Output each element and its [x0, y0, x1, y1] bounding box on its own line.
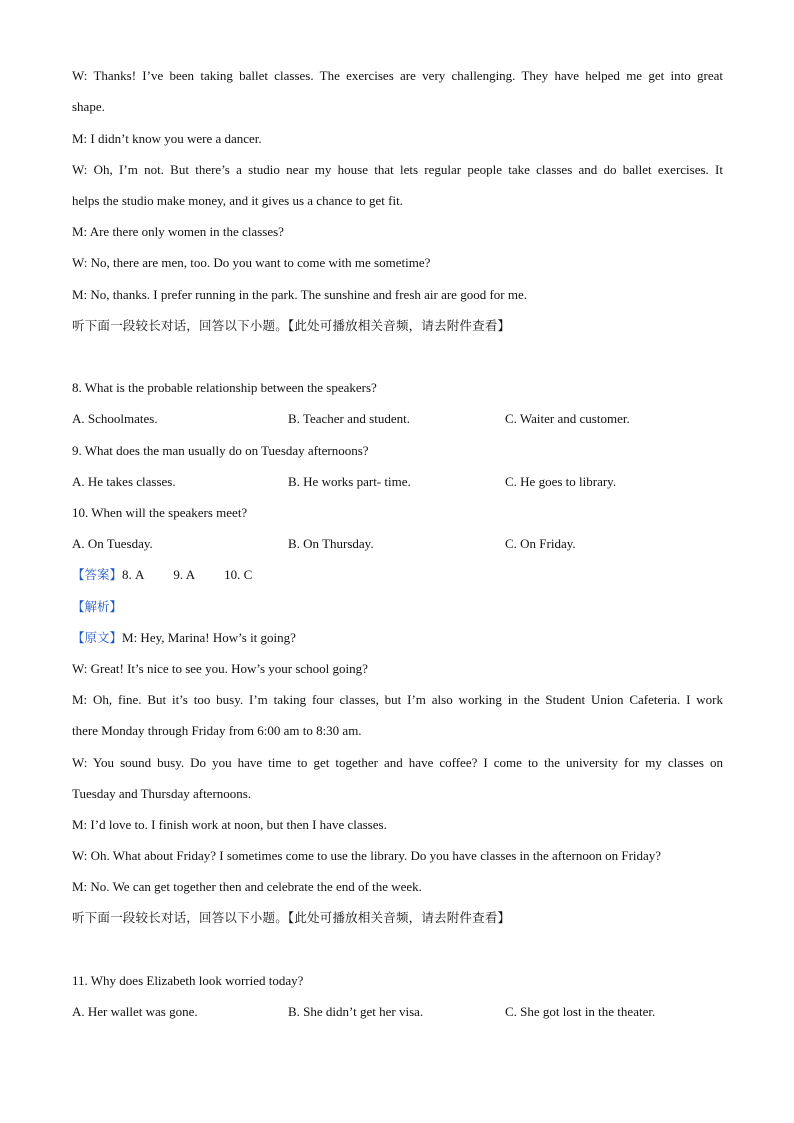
answer-label: 【答案】 — [72, 567, 123, 582]
answer-10: 10. C — [224, 567, 253, 582]
dialogue-line: W: Oh, I’m not. But there’s a studio near my house that lets regular people take classes and do ballet exercises. It — [72, 162, 723, 177]
options-row — [72, 411, 723, 427]
original-label: 【原文】 — [72, 630, 123, 645]
transcript-text: M: Hey, Marina! How’s it going? — [122, 630, 296, 645]
dialogue-line: M: Are there only women in the classes? — [72, 224, 284, 239]
answer-9: 9. A — [173, 567, 196, 582]
options-row — [72, 474, 723, 490]
option-b[interactable]: B. She didn’t get her visa. — [288, 1004, 424, 1019]
analysis-heading — [72, 599, 122, 615]
option-a[interactable]: A. He takes classes. — [72, 474, 176, 489]
options-row — [72, 1004, 723, 1020]
transcript-line — [72, 630, 296, 646]
dialogue-line: W: Thanks! I’ve been taking ballet classes. The exercises are very challenging. They have helped me get into great — [72, 68, 723, 83]
listening-instruction: 听下面一段较长对话，回答以下小题。【此处可播放相关音频，请去附件查看】 — [72, 910, 511, 925]
dialogue-line: helps the studio make money, and it gives us a chance to get fit. — [72, 193, 403, 208]
question-text: 11. Why does Elizabeth look worried today? — [72, 973, 304, 988]
transcript-line: Tuesday and Thursday afternoons. — [72, 786, 252, 801]
option-c[interactable]: C. On Friday. — [505, 536, 576, 551]
transcript-line: M: Oh, fine. But it’s too busy. I’m taking four classes, but I’m also working in the Student Union Cafeteria. I work — [72, 692, 723, 707]
dialogue-line: shape. — [72, 99, 105, 114]
option-b[interactable]: B. He works part- time. — [288, 474, 411, 489]
option-c[interactable]: C. He goes to library. — [505, 474, 617, 489]
listening-instruction: 听下面一段较长对话，回答以下小题。【此处可播放相关音频，请去附件查看】 — [72, 318, 511, 333]
transcript-line: there Monday through Friday from 6:00 am to 8:30 am. — [72, 723, 362, 738]
dialogue-line: W: No, there are men, too. Do you want to come with me sometime? — [72, 255, 431, 270]
option-a[interactable]: A. Her wallet was gone. — [72, 1004, 198, 1019]
option-c[interactable]: C. She got lost in the theater. — [505, 1004, 656, 1019]
transcript-line: M: I’d love to. I finish work at noon, but then I have classes. — [72, 817, 387, 832]
option-b[interactable]: B. Teacher and student. — [288, 411, 410, 426]
transcript-line: W: Oh. What about Friday? I sometimes come to use the library. Do you have classes in the afternoon on Friday? — [72, 848, 662, 863]
option-a[interactable]: A. Schoolmates. — [72, 411, 158, 426]
question-text: 9. What does the man usually do on Tuesday afternoons? — [72, 443, 369, 458]
transcript-line: M: No. We can get together then and celebrate the end of the week. — [72, 879, 422, 894]
transcript-line: W: You sound busy. Do you have time to get together and have coffee? I come to the university for my classes on — [72, 755, 723, 770]
answer-key — [72, 567, 252, 583]
option-b[interactable]: B. On Thursday. — [288, 536, 374, 551]
option-c[interactable]: C. Waiter and customer. — [505, 411, 630, 426]
transcript-line: W: Great! It’s nice to see you. How’s your school going? — [72, 661, 368, 676]
question-text: 10. When will the speakers meet? — [72, 505, 248, 520]
answer-8: 8. A — [122, 567, 145, 582]
analysis-label: 【解析】 — [72, 599, 123, 614]
dialogue-line: M: No, thanks. I prefer running in the park. The sunshine and fresh air are good for me. — [72, 287, 527, 302]
option-a[interactable]: A. On Tuesday. — [72, 536, 153, 551]
options-row — [72, 536, 723, 552]
question-text: 8. What is the probable relationship between the speakers? — [72, 380, 377, 395]
dialogue-line: M: I didn’t know you were a dancer. — [72, 131, 262, 146]
